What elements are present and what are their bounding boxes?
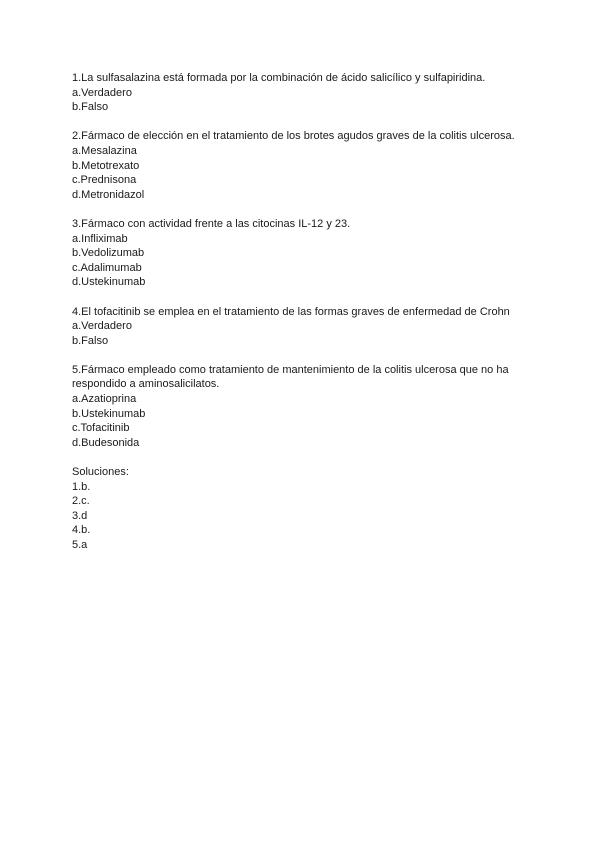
quiz-content	[72, 71, 532, 567]
answer-option: a.Verdadero	[72, 320, 132, 333]
question-3	[72, 217, 532, 290]
question-stem: 5.Fármaco empleado como tratamiento de mantenimiento de la colitis ulcerosa que no ha respondido a aminosalicilatos.	[72, 363, 509, 391]
solution-answer: 5.a	[72, 539, 88, 551]
solution-answer: 4.b.	[72, 524, 91, 537]
solutions-title: Soluciones:	[72, 466, 129, 479]
answer-option: b.Falso	[72, 101, 109, 114]
question-stem: 1.La sulfasalazina está formada por la combinación de ácido salicílico y sulfapiridina.	[72, 72, 486, 84]
answer-option: a.Azatioprina	[72, 393, 137, 406]
answer-option: b.Falso	[72, 334, 109, 347]
question-stem: 4.El tofacitinib se emplea en el tratamiento de las formas graves de enfermedad de Crohn	[72, 305, 510, 318]
solutions-section	[72, 465, 532, 553]
answer-option: b.Metotrexato	[72, 159, 140, 172]
question-1	[72, 71, 532, 115]
question-stem: 2.Fármaco de elección en el tratamiento de los brotes agudos graves de la colitis ulcerosa.	[72, 130, 515, 143]
question-2	[72, 129, 532, 202]
solution-answer: 1.b.	[72, 480, 91, 493]
answer-option: a.Verdadero	[72, 86, 132, 99]
answer-option: a.Mesalazina	[72, 144, 137, 157]
answer-option: c.Adalimumab	[72, 261, 142, 274]
question-5	[72, 363, 532, 451]
answer-option: b.Vedolizumab	[72, 247, 145, 260]
answer-option: c.Prednisona	[72, 174, 137, 187]
solution-answer: 3.d	[72, 509, 88, 522]
answer-option: d.Ustekinumab	[72, 276, 146, 289]
answer-option: b.Ustekinumab	[72, 407, 146, 420]
question-stem: 3.Fármaco con actividad frente a las citocinas IL-12 y 23.	[72, 217, 351, 230]
answer-option: a.Infliximab	[72, 232, 128, 245]
question-4	[72, 305, 532, 349]
solution-answer: 2.c.	[72, 495, 90, 508]
answer-option: d.Metronidazol	[72, 188, 145, 201]
answer-option: c.Tofacitinib	[72, 422, 130, 435]
answer-option: d.Budesonida	[72, 436, 140, 449]
